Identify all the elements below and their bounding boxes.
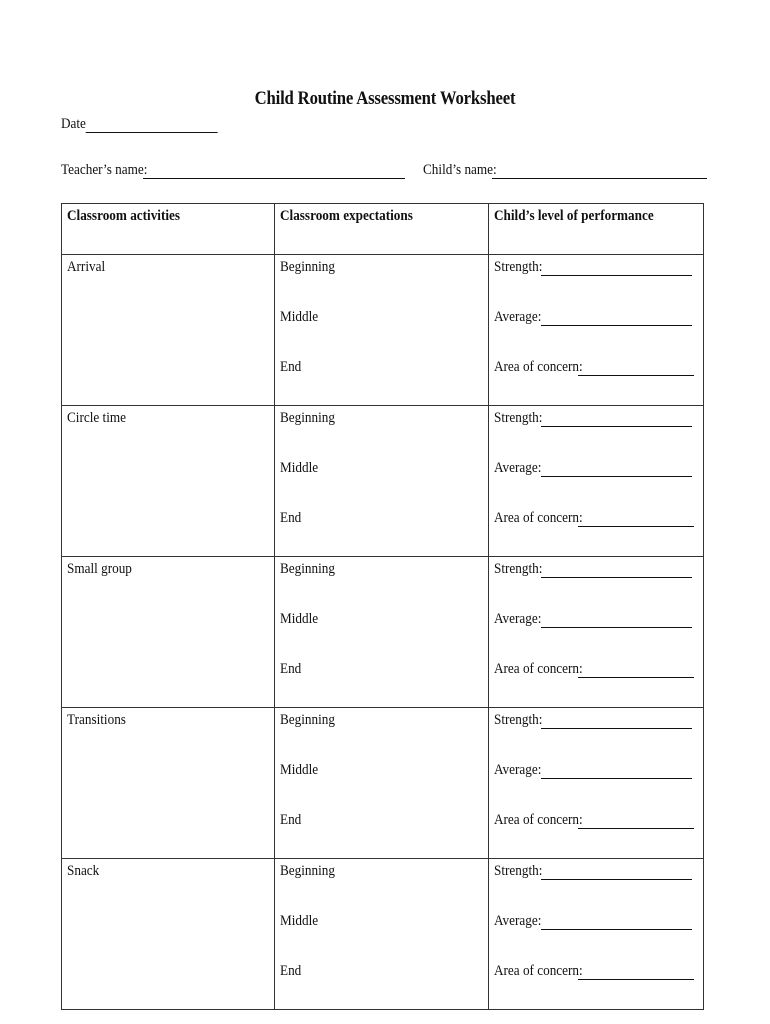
header-activities-label: Classroom activities <box>67 208 181 224</box>
expectation-label: Beginning <box>280 259 335 275</box>
performance-cell <box>489 406 704 557</box>
child-name-blank[interactable] <box>492 164 707 179</box>
performance-label: Average: <box>494 460 542 476</box>
performance-blank[interactable] <box>541 412 692 427</box>
activity-name <box>62 557 274 578</box>
expectations-cell <box>275 708 489 859</box>
expectation-label: Middle <box>280 309 319 325</box>
performance-line <box>489 607 703 657</box>
assessment-table <box>61 203 704 1010</box>
activity-name <box>62 859 274 880</box>
expectation-label: Beginning <box>280 561 335 577</box>
date-field <box>61 116 239 133</box>
performance-label: Average: <box>494 309 542 325</box>
performance-blank[interactable] <box>578 663 694 678</box>
performance-blank[interactable] <box>541 462 692 477</box>
performance-label: Strength: <box>494 410 543 426</box>
child-name-label: Child’s name: <box>423 162 497 178</box>
expectation-label: Middle <box>280 460 319 476</box>
activity-cell <box>62 859 275 1010</box>
activity-label: Circle time <box>67 410 127 426</box>
expectation-label: End <box>280 510 302 526</box>
performance-blank[interactable] <box>541 915 692 930</box>
performance-label: Strength: <box>494 561 543 577</box>
expectation-label: Beginning <box>280 712 335 728</box>
performance-blank[interactable] <box>541 563 692 578</box>
performance-label: Average: <box>494 913 542 929</box>
performance-line <box>489 506 703 556</box>
expectation-phase <box>275 255 488 305</box>
performance-blank[interactable] <box>578 814 694 829</box>
performance-line <box>489 859 703 909</box>
activity-label: Snack <box>67 863 100 879</box>
performance-cell <box>489 708 704 859</box>
table-header-row <box>62 204 704 255</box>
header-expectations <box>275 204 489 255</box>
expectation-phase <box>275 758 488 808</box>
table-row <box>62 859 704 1010</box>
header-activities <box>62 204 275 255</box>
expectation-phase <box>275 909 488 959</box>
performance-label: Area of concern: <box>494 510 583 526</box>
performance-blank[interactable] <box>578 965 694 980</box>
expectation-label: End <box>280 963 302 979</box>
activity-cell <box>62 255 275 406</box>
performance-line <box>489 406 703 456</box>
performance-line <box>489 708 703 758</box>
teacher-name-blank[interactable] <box>143 164 405 179</box>
teacher-name-field <box>61 162 405 179</box>
performance-line <box>489 808 703 858</box>
performance-line <box>489 305 703 355</box>
performance-label: Area of concern: <box>494 661 583 677</box>
performance-blank[interactable] <box>541 865 692 880</box>
performance-cell <box>489 859 704 1010</box>
performance-cell <box>489 557 704 708</box>
expectations-cell <box>275 557 489 708</box>
performance-blank[interactable] <box>541 261 692 276</box>
expectation-label: End <box>280 812 302 828</box>
expectation-phase <box>275 557 488 607</box>
expectation-phase <box>275 355 488 405</box>
performance-line <box>489 456 703 506</box>
activity-name <box>62 708 274 729</box>
expectations-cell <box>275 859 489 1010</box>
performance-line <box>489 557 703 607</box>
table-body <box>62 255 704 1010</box>
activity-name <box>62 406 274 427</box>
expectations-cell <box>275 406 489 557</box>
date-label: Date <box>61 116 86 132</box>
performance-blank[interactable] <box>541 714 692 729</box>
performance-line <box>489 255 703 305</box>
performance-blank[interactable] <box>541 764 692 779</box>
teacher-name-label: Teacher’s name: <box>61 162 148 178</box>
header-expectations-label: Classroom expectations <box>280 208 413 224</box>
child-name-field <box>423 162 707 179</box>
table-row <box>62 255 704 406</box>
activity-label: Transitions <box>67 712 126 728</box>
performance-line <box>489 758 703 808</box>
table-row <box>62 708 704 859</box>
performance-label: Area of concern: <box>494 963 583 979</box>
date-blank[interactable] <box>86 118 218 133</box>
expectation-label: Middle <box>280 611 319 627</box>
activity-cell <box>62 708 275 859</box>
page-title: Child Routine Assessment Worksheet <box>254 88 516 109</box>
performance-label: Strength: <box>494 712 543 728</box>
expectation-label: Beginning <box>280 863 335 879</box>
performance-line <box>489 959 703 1009</box>
expectation-phase <box>275 406 488 456</box>
performance-label: Area of concern: <box>494 812 583 828</box>
performance-cell <box>489 255 704 406</box>
table-row <box>62 406 704 557</box>
expectation-phase <box>275 657 488 707</box>
activity-label: Small group <box>67 561 132 577</box>
expectation-label: Beginning <box>280 410 335 426</box>
expectations-cell <box>275 255 489 406</box>
performance-blank[interactable] <box>541 311 692 326</box>
expectation-label: Middle <box>280 762 319 778</box>
expectation-label: Middle <box>280 913 319 929</box>
performance-label: Strength: <box>494 259 543 275</box>
expectation-phase <box>275 708 488 758</box>
expectation-phase <box>275 305 488 355</box>
performance-line <box>489 355 703 405</box>
expectation-phase <box>275 808 488 858</box>
expectation-phase <box>275 959 488 1009</box>
activity-cell <box>62 557 275 708</box>
performance-blank[interactable] <box>578 361 694 376</box>
header-performance <box>489 204 704 255</box>
performance-line <box>489 657 703 707</box>
activity-cell <box>62 406 275 557</box>
expectation-label: End <box>280 661 302 677</box>
performance-blank[interactable] <box>578 512 694 527</box>
expectation-label: End <box>280 359 302 375</box>
expectation-phase <box>275 456 488 506</box>
performance-label: Area of concern: <box>494 359 583 375</box>
activity-name <box>62 255 274 276</box>
expectation-phase <box>275 607 488 657</box>
expectation-phase <box>275 506 488 556</box>
performance-label: Strength: <box>494 863 543 879</box>
table-row <box>62 557 704 708</box>
performance-blank[interactable] <box>541 613 692 628</box>
performance-line <box>489 909 703 959</box>
expectation-phase <box>275 859 488 909</box>
performance-label: Average: <box>494 762 542 778</box>
header-performance-label: Child’s level of performance <box>494 208 654 224</box>
activity-label: Arrival <box>67 259 106 275</box>
performance-label: Average: <box>494 611 542 627</box>
